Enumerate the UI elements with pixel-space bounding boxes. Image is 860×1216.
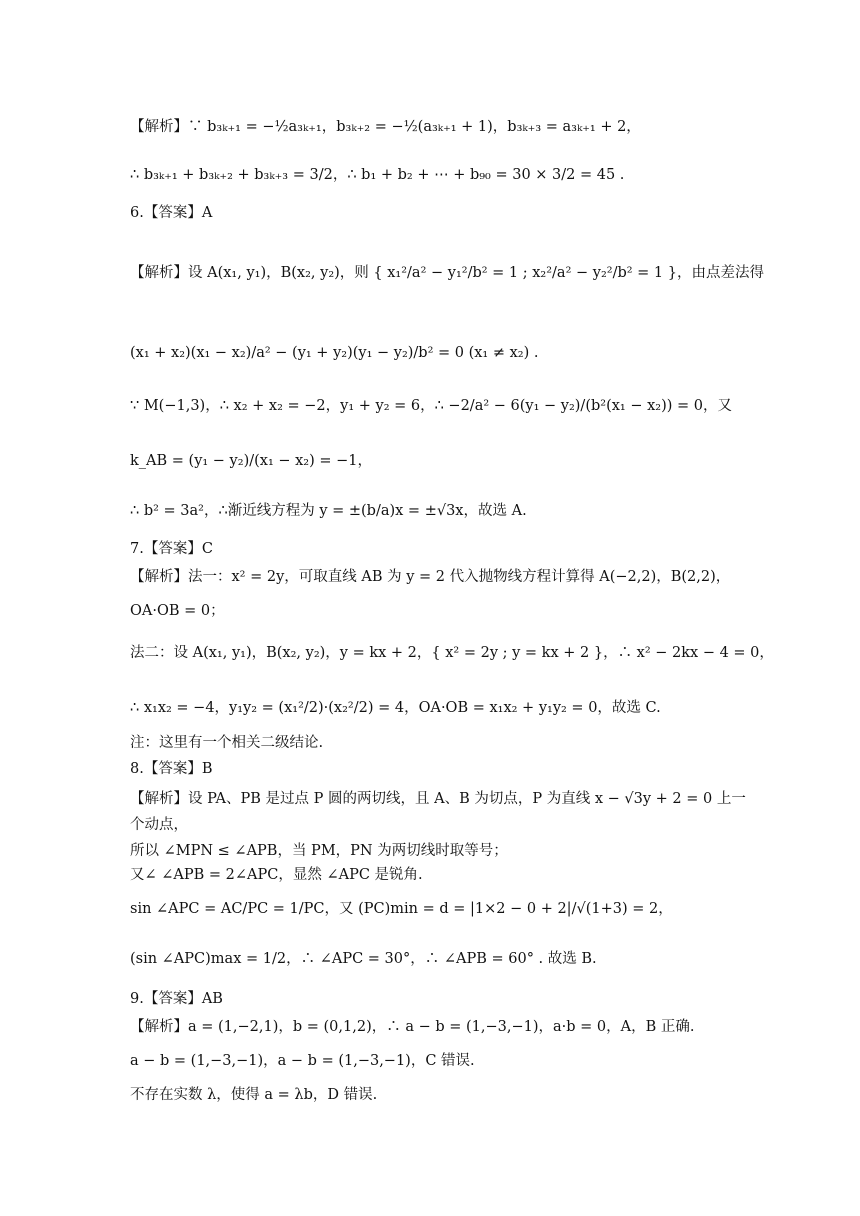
text-line: 所以 ∠MPN ≤ ∠APB，当 PM，PN 为两切线时取等号； bbox=[130, 843, 508, 859]
text-line: ∵ M(−1,3)，∴ x₂ + x₂ = −2，y₁ + y₂ = 6，∴ −2/a² − 6(y₁ − y₂)/(b²(x₁ − x₂)) = 0，又 bbox=[130, 398, 732, 414]
text-line: (x₁ + x₂)(x₁ − x₂)/a² − (y₁ + y₂)(y₁ − y₂)/b² = 0 (x₁ ≠ x₂) . bbox=[130, 345, 539, 361]
text-line: 注：这里有一个相关二级结论. bbox=[130, 735, 324, 751]
text-line: ∴ b² = 3a²，∴渐近线方程为 y = ±(b/a)x = ±√3x，故选 A. bbox=[130, 503, 527, 519]
text-line: 【解析】设 PA、PB 是过点 P 圆的两切线，且 A、B 为切点，P 为直线 x − √3y + 2 = 0 上一 bbox=[130, 791, 746, 807]
text-line: 【解析】∵ b₃ₖ₊₁ = −½a₃ₖ₊₁，b₃ₖ₊₂ = −½(a₃ₖ₊₁ + 1)，b₃ₖ₊₃ = a₃ₖ₊₁ + 2， bbox=[130, 119, 641, 135]
text-line: k_AB = (y₁ − y₂)/(x₁ − x₂) = −1， bbox=[130, 453, 373, 469]
text-line: 不存在实数 λ，使得 a = λb，D 错误. bbox=[130, 1087, 378, 1103]
text-line: 【解析】a = (1,−2,1)，b = (0,1,2)，∴ a − b = (1,−3,−1)，a·b = 0，A，B 正确. bbox=[130, 1019, 695, 1035]
text-line: sin ∠APC = AC/PC = 1/PC，又 (PC)min = d = |1×2 − 0 + 2|/√(1+3) = 2， bbox=[130, 901, 673, 917]
text-line: OA·OB = 0； bbox=[130, 603, 225, 619]
text-line: 个动点， bbox=[130, 817, 188, 833]
text-line: 【解析】法一：x² = 2y，可取直线 AB 为 y = 2 代入抛物线方程计算得 A(−2,2)，B(2,2)， bbox=[130, 569, 731, 585]
text-line: ∴ b₃ₖ₊₁ + b₃ₖ₊₂ + b₃ₖ₊₃ = 3/2，∴ b₁ + b₂ + ⋯ + b₉₀ = 30 × 3/2 = 45 . bbox=[130, 167, 625, 183]
answer-heading: 8.【答案】B bbox=[130, 761, 213, 777]
answer-heading: 9.【答案】AB bbox=[130, 991, 223, 1007]
text-line: ∴ x₁x₂ = −4，y₁y₂ = (x₁²/2)·(x₂²/2) = 4，OA·OB = x₁x₂ + y₁y₂ = 0，故选 C. bbox=[130, 700, 661, 716]
text-line: 又∠ ∠APB = 2∠APC，显然 ∠APC 是锐角. bbox=[130, 867, 423, 883]
text-line: 【解析】设 A(x₁, y₁)，B(x₂, y₂)，则 { x₁²/a² − y₁²/b² = 1 ; x₂²/a² − y₂²/b² = 1 }，由点差法得 bbox=[130, 265, 764, 281]
text-line: a − b = (1,−3,−1)，a − b = (1,−3,−1)，C 错误. bbox=[130, 1053, 475, 1069]
text-line: 法二：设 A(x₁, y₁)，B(x₂, y₂)，y = kx + 2，{ x² = 2y ; y = kx + 2 }，∴ x² − 2kx − 4 = 0， bbox=[130, 645, 774, 661]
text-line: (sin ∠APC)max = 1/2，∴ ∠APC = 30°，∴ ∠APB = 60° . 故选 B. bbox=[130, 951, 597, 967]
answer-heading: 6.【答案】A bbox=[130, 205, 213, 221]
answer-heading: 7.【答案】C bbox=[130, 541, 213, 557]
